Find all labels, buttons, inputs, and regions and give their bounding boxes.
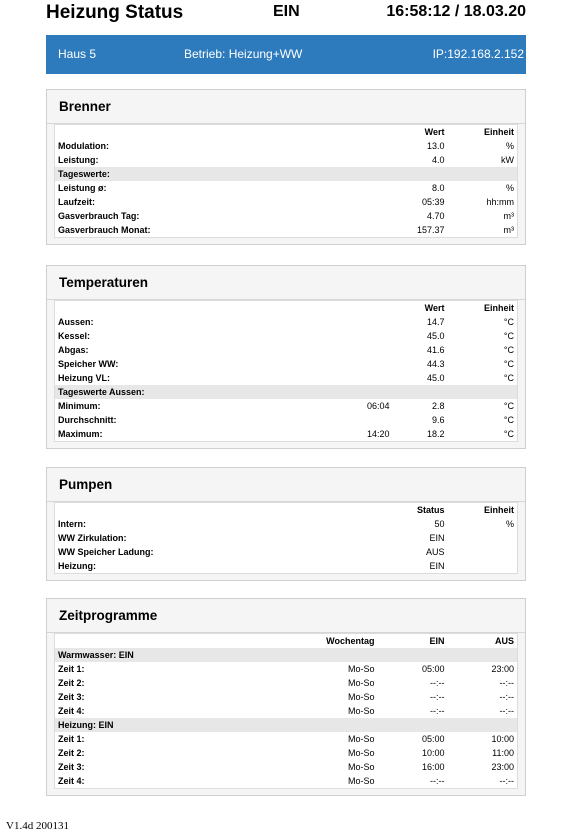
- ip-address: IP:192.168.2.152: [432, 47, 524, 61]
- table-row: [55, 195, 518, 209]
- row-unit: °C: [503, 345, 514, 355]
- zeitprogramme-title: Zeitprogramme: [47, 599, 525, 633]
- table-row: [55, 559, 518, 574]
- version-label: V1.4d 200131: [6, 820, 69, 832]
- row-on: 10:00: [421, 748, 445, 758]
- row-unit: [448, 559, 518, 574]
- table-row: [55, 399, 518, 413]
- row-value: 157.37: [416, 225, 445, 235]
- row-status: EIN: [429, 533, 445, 543]
- temperaturen-table: [54, 300, 518, 442]
- table-row: [55, 531, 518, 545]
- row-value: 4.70: [426, 211, 445, 221]
- pumpen-panel: [46, 467, 526, 581]
- table-row: [55, 357, 518, 371]
- header-cell-on: EIN: [429, 636, 445, 646]
- datetime-display: 16:58:12 / 18.03.20: [386, 3, 526, 20]
- row-unit: °C: [503, 429, 514, 439]
- row-time: [333, 371, 393, 385]
- row-value: 41.6: [426, 345, 445, 355]
- row-unit: °C: [503, 359, 514, 369]
- row-time: [333, 315, 393, 329]
- row-unit: °C: [503, 401, 514, 411]
- row-value: 18.2: [426, 429, 445, 439]
- row-off: 10:00: [491, 734, 514, 744]
- row-value: 2.8: [431, 401, 445, 411]
- row-unit: %: [505, 519, 514, 529]
- row-day: Mo-So: [347, 776, 375, 786]
- brenner-title: Brenner: [47, 90, 525, 124]
- row-value: 13.0: [426, 141, 445, 151]
- table-row: [55, 315, 518, 329]
- row-time: [333, 329, 393, 343]
- row-day: Mo-So: [347, 664, 375, 674]
- row-value: 45.0: [426, 331, 445, 341]
- brenner-table: [54, 124, 518, 238]
- section-label: Heizung: EIN: [55, 718, 518, 732]
- header-cell-empty: [55, 503, 393, 518]
- section-row: [55, 167, 518, 181]
- row-label: Gasverbrauch Monat:: [58, 225, 151, 235]
- info-bar: [46, 35, 526, 74]
- row-unit: m³: [503, 211, 514, 221]
- table-row: [55, 746, 518, 760]
- row-label: Zeit 3:: [58, 692, 85, 702]
- table-row: [55, 209, 518, 223]
- row-unit: [448, 531, 518, 545]
- header-cell-unit: Einheit: [483, 303, 514, 313]
- row-off: --:--: [499, 776, 514, 786]
- row-label: Gasverbrauch Tag:: [58, 211, 140, 221]
- temperaturen-title: Temperaturen: [47, 266, 525, 300]
- header-cell-value: Wert: [424, 303, 445, 313]
- header-cell-empty: [333, 301, 393, 316]
- row-label: Aussen:: [58, 317, 94, 327]
- row-time: [333, 357, 393, 371]
- row-label: Modulation:: [58, 141, 109, 151]
- row-unit: °C: [503, 373, 514, 383]
- row-on: --:--: [430, 776, 445, 786]
- row-label: Intern:: [58, 519, 86, 529]
- table-row: [55, 139, 518, 153]
- table-row: [55, 662, 518, 676]
- row-label: Zeit 4:: [58, 706, 85, 716]
- table-row: [55, 545, 518, 559]
- table-row: [55, 343, 518, 357]
- table-header-row: [55, 301, 518, 316]
- house-label: Haus 5: [58, 47, 97, 61]
- section-row: [55, 648, 518, 662]
- table-row: [55, 371, 518, 385]
- row-day: Mo-So: [347, 692, 375, 702]
- row-unit: hh:mm: [486, 197, 514, 207]
- row-off: 11:00: [492, 748, 514, 758]
- row-off: 23:00: [491, 664, 514, 674]
- table-row: [55, 517, 518, 531]
- row-on: 05:00: [421, 664, 445, 674]
- row-label: Durchschnitt:: [58, 415, 117, 425]
- operating-mode: Betrieb: Heizung+WW: [184, 47, 303, 61]
- table-row: [55, 427, 518, 442]
- table-row: [55, 676, 518, 690]
- row-label: Zeit 2:: [58, 678, 85, 688]
- row-off: 23:00: [491, 762, 514, 772]
- row-label: Zeit 3:: [58, 762, 85, 772]
- row-time: 14:20: [366, 429, 390, 439]
- row-unit: [448, 545, 518, 559]
- row-status: 50: [434, 519, 445, 529]
- header-cell-empty: [55, 125, 393, 140]
- page-header: [46, 0, 526, 30]
- table-row: [55, 704, 518, 718]
- section-row: [55, 385, 518, 399]
- row-unit: %: [505, 183, 514, 193]
- zeitprogramme-table: [54, 633, 518, 789]
- row-label: Zeit 1:: [58, 734, 85, 744]
- row-unit: kW: [501, 155, 514, 165]
- row-day: Mo-So: [347, 706, 375, 716]
- heating-state: EIN: [273, 3, 300, 20]
- row-on: --:--: [430, 678, 445, 688]
- section-label: Tageswerte:: [55, 167, 518, 181]
- row-label: Speicher WW:: [58, 359, 119, 369]
- row-label: Abgas:: [58, 345, 89, 355]
- section-label: Tageswerte Aussen:: [55, 385, 518, 399]
- row-on: --:--: [430, 706, 445, 716]
- row-time: [333, 413, 393, 427]
- header-cell-unit: Einheit: [483, 127, 514, 137]
- row-label: Minimum:: [58, 401, 101, 411]
- section-row: [55, 718, 518, 732]
- table-header-row: [55, 125, 518, 140]
- row-label: Zeit 1:: [58, 664, 85, 674]
- header-cell-unit: Einheit: [483, 505, 514, 515]
- row-value: 44.3: [426, 359, 445, 369]
- header-cell-day: Wochentag: [326, 636, 375, 646]
- pumpen-table: [54, 502, 518, 574]
- row-value: 05:39: [421, 197, 445, 207]
- row-value: 14.7: [426, 317, 445, 327]
- row-unit: °C: [503, 317, 514, 327]
- row-label: Heizung VL:: [58, 373, 110, 383]
- temperaturen-panel: [46, 265, 526, 449]
- row-value: 9.6: [431, 415, 445, 425]
- row-value: 4.0: [431, 155, 445, 165]
- brenner-panel: [46, 89, 526, 245]
- row-label: Zeit 2:: [58, 748, 85, 758]
- row-off: --:--: [499, 706, 514, 716]
- row-label: Leistung:: [58, 155, 99, 165]
- row-value: 45.0: [426, 373, 445, 383]
- row-label: Leistung ø:: [58, 183, 107, 193]
- row-label: Zeit 4:: [58, 776, 85, 786]
- table-row: [55, 774, 518, 789]
- zeitprogramme-panel: [46, 598, 526, 796]
- row-off: --:--: [499, 692, 514, 702]
- table-row: [55, 413, 518, 427]
- row-on: 16:00: [421, 762, 445, 772]
- row-label: Heizung:: [58, 561, 96, 571]
- row-day: Mo-So: [347, 748, 375, 758]
- row-value: 8.0: [431, 183, 445, 193]
- header-cell-off: AUS: [494, 636, 514, 646]
- row-unit: m³: [503, 225, 514, 235]
- header-cell-empty: [55, 634, 308, 649]
- row-day: Mo-So: [347, 734, 375, 744]
- header-cell-status: Status: [416, 505, 445, 515]
- row-day: Mo-So: [347, 762, 375, 772]
- table-header-row: [55, 634, 518, 649]
- row-unit: °C: [503, 331, 514, 341]
- table-row: [55, 153, 518, 167]
- row-status: EIN: [429, 561, 445, 571]
- header-cell-value: Wert: [424, 127, 445, 137]
- table-row: [55, 223, 518, 238]
- row-day: Mo-So: [347, 678, 375, 688]
- section-label: Warmwasser: EIN: [55, 648, 518, 662]
- row-time: [333, 343, 393, 357]
- row-label: WW Speicher Ladung:: [58, 547, 154, 557]
- row-on: --:--: [430, 692, 445, 702]
- table-row: [55, 760, 518, 774]
- table-header-row: [55, 503, 518, 518]
- row-off: --:--: [499, 678, 514, 688]
- row-label: Maximum:: [58, 429, 103, 439]
- table-row: [55, 732, 518, 746]
- table-row: [55, 329, 518, 343]
- header-cell-empty: [55, 301, 333, 316]
- row-unit: °C: [503, 415, 514, 425]
- row-label: Laufzeit:: [58, 197, 95, 207]
- pumpen-title: Pumpen: [47, 468, 525, 502]
- row-label: Kessel:: [58, 331, 91, 341]
- table-row: [55, 690, 518, 704]
- row-unit: %: [505, 141, 514, 151]
- page-title: Heizung Status: [46, 2, 184, 23]
- table-row: [55, 181, 518, 195]
- row-on: 05:00: [421, 734, 445, 744]
- row-status: AUS: [425, 547, 445, 557]
- row-time: 06:04: [366, 401, 390, 411]
- row-label: WW Zirkulation:: [58, 533, 127, 543]
